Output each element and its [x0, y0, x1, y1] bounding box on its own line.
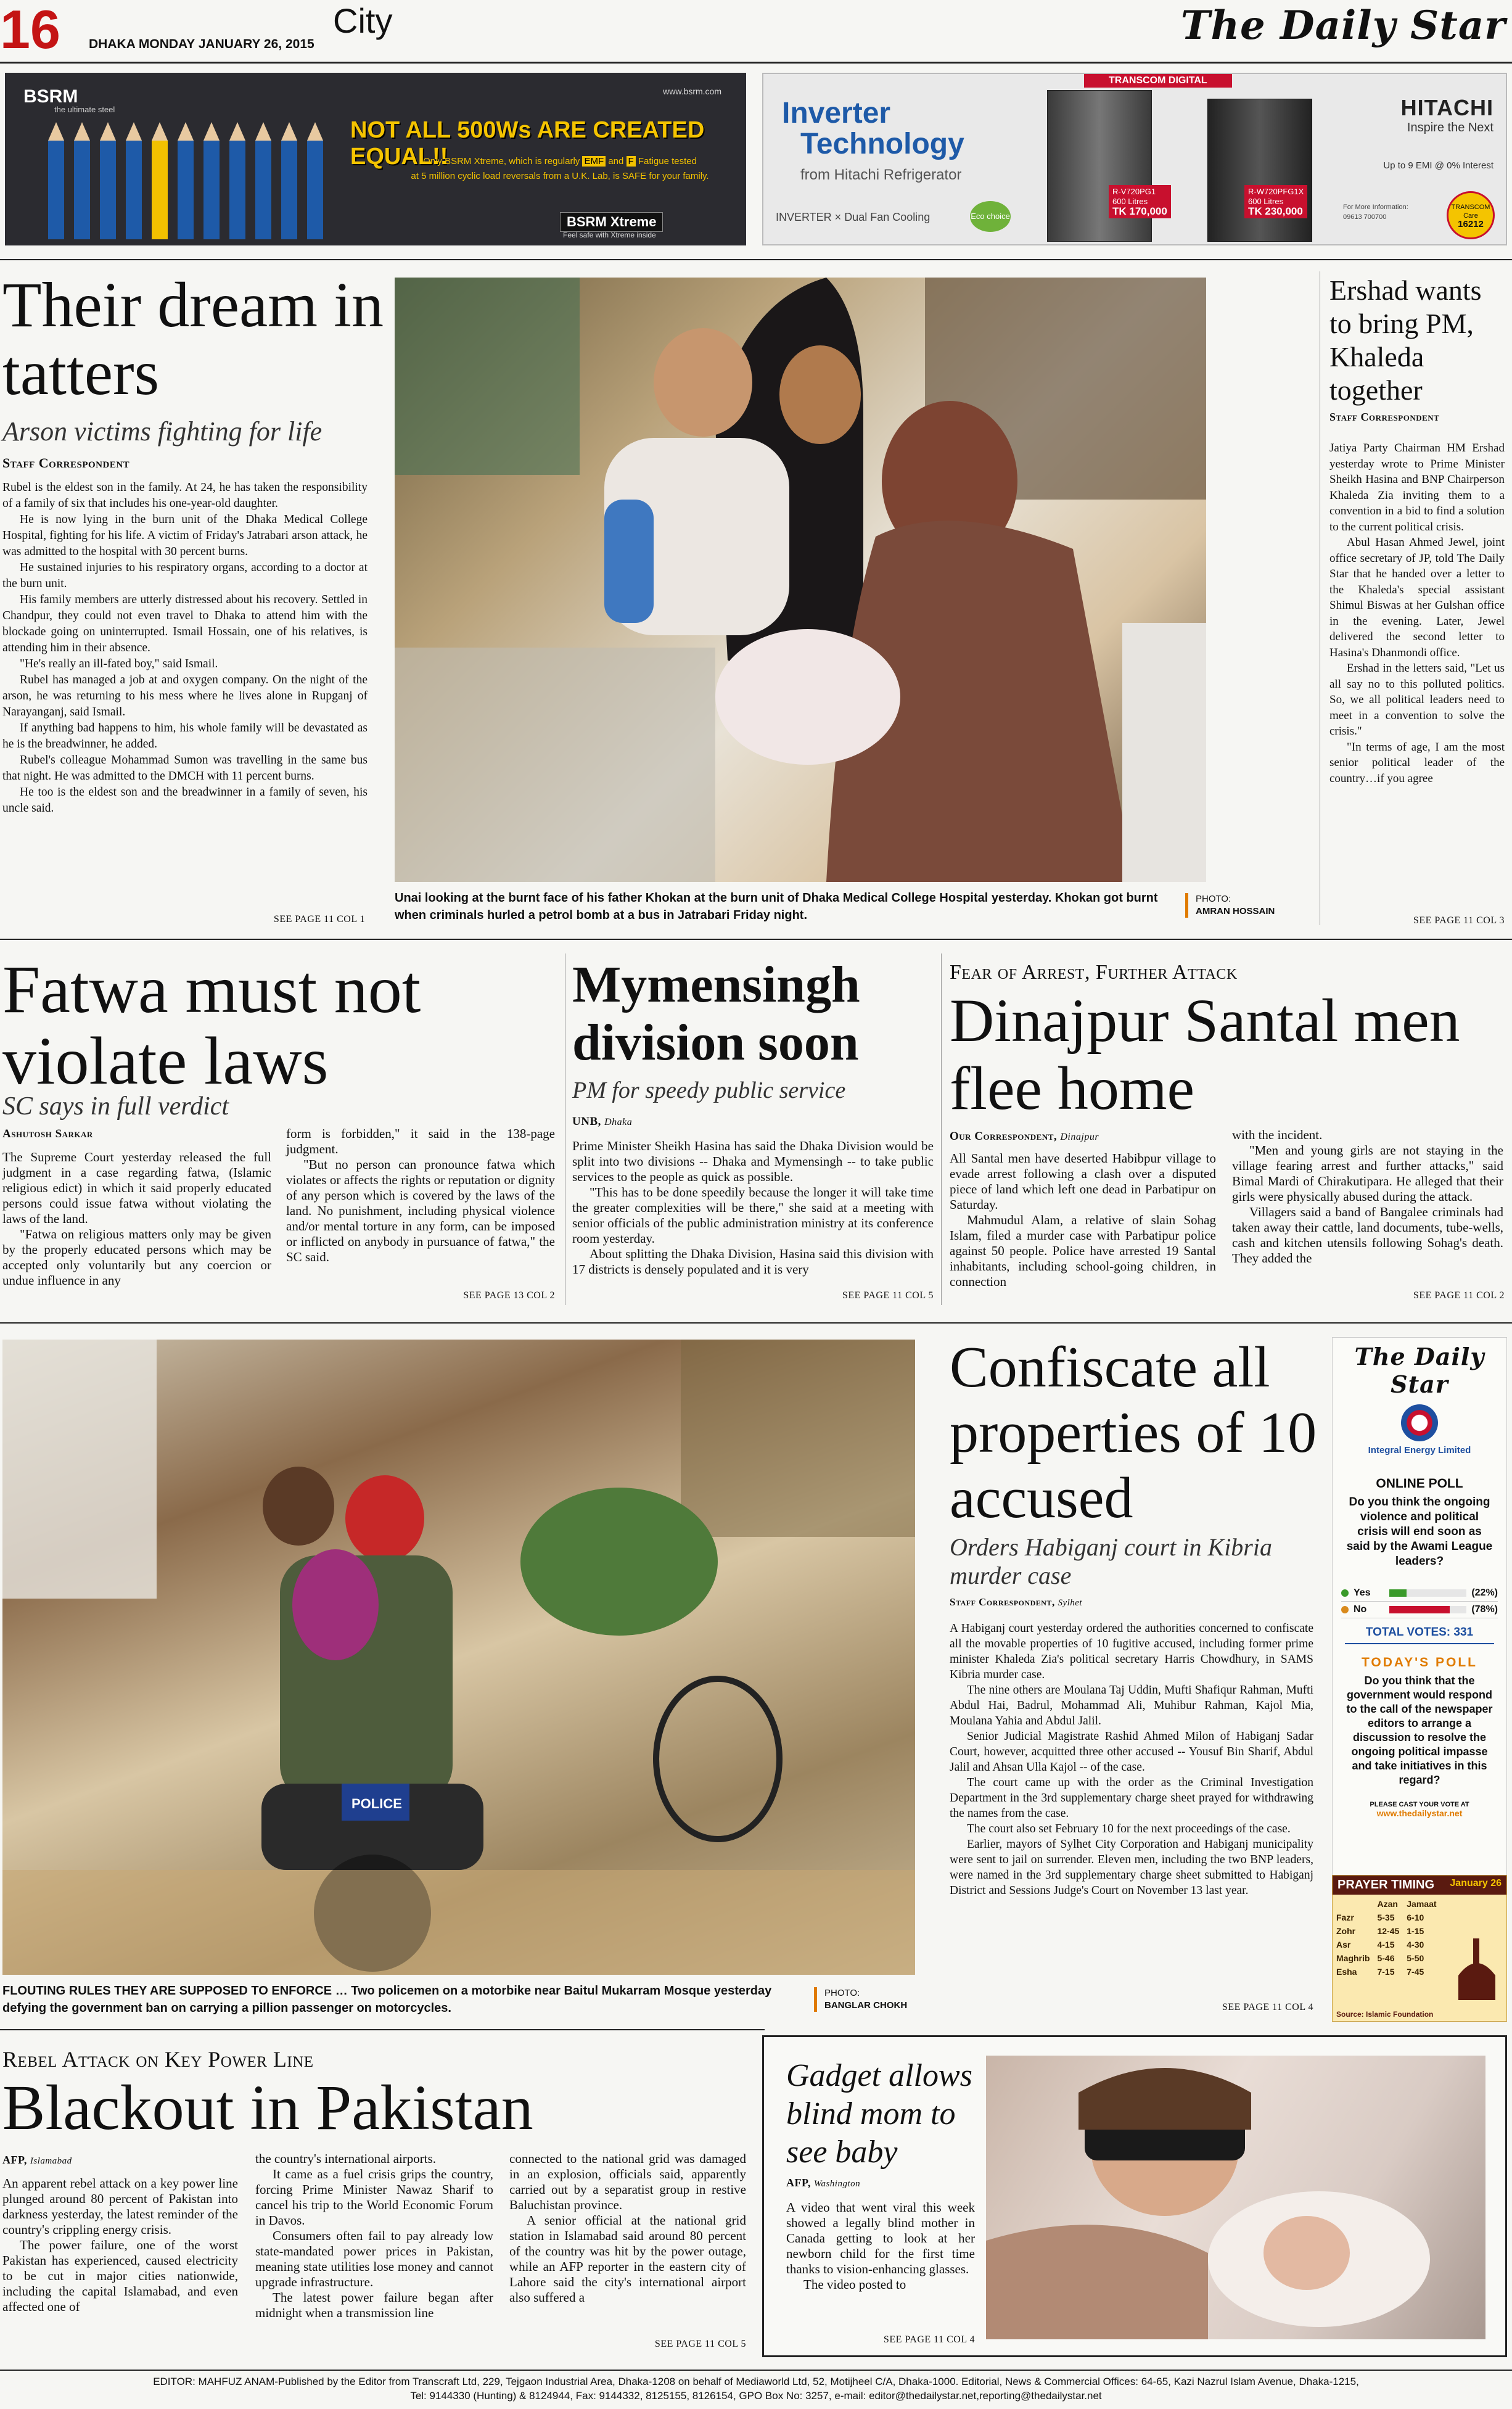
paper-logo: The Daily Star	[1180, 2, 1506, 49]
photo1-caption: Unai looking at the burnt face of his father Khokan at the burn unit of Dhaka Medical College Hospital yesterday. Khokan got burnt when criminals hurled a petrol bomb at a bus in Jatrabari Friday night.	[395, 891, 1158, 922]
pakistan-p1: An apparent rebel attack on a key power line plunged around 80 percent of Pakistan into darkness yesterday, the latest reminder of the country's crippling energy crisis.	[2, 2176, 238, 2237]
pakistan-col1	[2, 2176, 238, 2315]
gadget-byline-agency: AFP	[786, 2176, 808, 2189]
fridge-1-tag	[1109, 185, 1171, 218]
pakistan-p7: connected to the national grid was damaged in an explosion, officials said, apparently carried out by a separatist group in restive Baluchistan province.	[509, 2151, 746, 2212]
gadget-headline[interactable]: Gadget allows blind mom to see baby	[786, 2058, 972, 2170]
pencil	[307, 141, 323, 239]
pencil	[100, 141, 116, 239]
confiscate-p3: Senior Judicial Magistrate Rashid Ahmed Milon of Habiganj Sadar Court, however, acquitted three other accused -- Yousuf Bin Sharif, Abdul Jalil and Ahsan Ulla Kajol -- of the case.	[950, 1730, 1313, 1774]
prayer-jamaat: 1-15	[1407, 1926, 1424, 1936]
poll-url[interactable]: www.thedailystar.net	[1376, 1808, 1463, 1818]
dream-p4: His family members are utterly distressed about his recovery. Settled in Chandpur, they could not even travel to Dhaka to attend him with the blockade going on uninterrupted. Ismail Hossain, one of his relatives, is attending him in their absence.	[2, 593, 368, 654]
pakistan-byline-place: Islamabad	[30, 2156, 72, 2166]
dream-headline[interactable]: Their dream in tatters	[2, 270, 384, 408]
pencil	[281, 141, 297, 239]
online-poll	[1332, 1337, 1507, 1880]
fridge-1-model: R-V720PG1	[1112, 187, 1156, 196]
poll-total: TOTAL VOTES: 331	[1345, 1626, 1494, 1644]
prayer-title: PRAYER TIMING	[1337, 1878, 1435, 1892]
dinajpur-jump[interactable]: SEE PAGE 11 COL 2	[1413, 1290, 1505, 1301]
mymensingh-byline: UNB, Dhaka	[572, 1115, 633, 1128]
pakistan-kicker: Rebel Attack on Key Power Line	[2, 2047, 314, 2072]
dream-p2: He is now lying in the burn unit of the Dhaka Medical College Hospital, fighting for his life. A victim of Friday's Jatrabari arson attack, he was admitted to the hospital with 30 percent burns.	[2, 513, 368, 558]
fatwa-jump[interactable]: SEE PAGE 13 COL 2	[463, 1290, 555, 1301]
fridge-2-cap: 600 Litres	[1248, 197, 1284, 206]
fridge-2-price: TK 230,000	[1248, 205, 1303, 217]
confiscate-p5: The court also set February 10 for the next proceedings of the case.	[967, 1822, 1291, 1835]
gadget-p2: The video posted to	[803, 2277, 906, 2292]
no-dot-icon	[1341, 1606, 1349, 1613]
police-plate: POLICE	[351, 1796, 402, 1811]
photo2-credit-name: BANGLAR CHOKH	[824, 2000, 908, 2011]
prayer-name: Fazr	[1336, 1913, 1354, 1922]
poll-yes-bar	[1389, 1589, 1407, 1597]
poll-cast-label: PLEASE CAST YOUR VOTE AT	[1370, 1801, 1469, 1808]
pencil-tip	[74, 122, 90, 141]
pencil-tip	[229, 122, 245, 141]
yes-dot-icon	[1341, 1589, 1349, 1597]
dream-p5: "He's really an ill-fated boy," said Ismail.	[20, 657, 218, 670]
confiscate-jump[interactable]: SEE PAGE 11 COL 4	[1222, 2002, 1313, 2012]
confiscate-p2: The nine others are Moulana Taj Uddin, Mufti Shafiqur Rahman, Mufti Abdul Hai, Badrul, Mohammad Ali, Muhibur Rahman, Kajol Mia, Moulana Yahia and Abdul Jalil.	[950, 1684, 1313, 1727]
mosque-icon	[1452, 1932, 1502, 2006]
prayer-name: Zohr	[1336, 1926, 1356, 1936]
bsrm-product: BSRM Xtreme	[560, 212, 663, 232]
dream-p8: Rubel's colleague Mohammad Sumon was travelling in the same bus that night. He was admitted to the DMCH with 11 percent burns.	[2, 754, 368, 783]
imprint	[0, 2374, 1512, 2403]
imprint-line2: Tel: 9144330 (Hunting) & 8124944, Fax: 9144332, 8125155, 8126154, GPO Box No: 3257, e-mail: editor@thedailystar.net,reporting@thedailystar.net	[410, 2390, 1102, 2402]
gadget-box	[762, 2035, 1507, 2357]
gadget-photo	[986, 2056, 1485, 2339]
prayer-row	[1333, 1911, 1440, 1924]
fatwa-p3: form is forbidden," it said in the 138-page judgment.	[286, 1126, 555, 1156]
bsrm-product-tag: Feel safe with Xtreme inside	[563, 231, 656, 239]
hitachi-features: INVERTER × Dual Fan Cooling	[776, 211, 931, 223]
fatwa-col1	[2, 1150, 271, 1288]
prayer-col-jamaat: Jamaat	[1407, 1899, 1437, 1909]
dinajpur-p5: Villagers said a band of Bangalee criminals had taken away their cattle, land documents, tube-wells, cash and kitchen utensils following Sohag's death. They added the	[1232, 1204, 1503, 1266]
mymensingh-p1: Prime Minister Sheikh Hasina has said the Dhaka Division would be split into two divisions -- Dhaka and Mymensingh -- to take public services to the people as quick as possible.	[572, 1139, 934, 1184]
prayer-azan: 5-46	[1377, 1953, 1395, 1963]
burn-unit-illustration	[395, 278, 1206, 882]
prayer-name: Maghrib	[1336, 1953, 1370, 1963]
poll-question: Do you think the ongoing violence and political crisis will end soon as said by the Awami League leaders?	[1346, 1496, 1493, 1568]
dream-byline: Staff Correspondent	[2, 455, 130, 471]
bsrm-body-line1: Only BSRM Xtreme, which is regularly	[423, 156, 580, 167]
pencil-tip	[307, 122, 323, 141]
pakistan-col2	[255, 2151, 493, 2321]
care-badge	[1447, 191, 1495, 239]
prayer-table	[1333, 1897, 1440, 1979]
photo2-caption: FLOUTING RULES THEY ARE SUPPOSED TO ENFORCE … Two policemen on a motorbike near Baitul Mukarram Mosque yesterday defying the government ban on carrying a pillion passenger on motorcycles.	[2, 1984, 772, 2015]
pencil-tip	[203, 122, 220, 141]
pencil	[229, 141, 245, 239]
pencil	[48, 141, 64, 239]
prayer-azan: 7-15	[1377, 1967, 1395, 1977]
dinajpur-byline-place: Dinajpur	[1060, 1132, 1099, 1142]
dinajpur-p1: All Santal men have deserted Habibpur village to evade arrest following a clash over a disputed piece of land which left one dead in Parbatipur on Saturday.	[950, 1151, 1216, 1212]
fridge-2	[1207, 99, 1312, 242]
hitachi-headline1: Inverter	[782, 97, 891, 130]
dream-p9: He too is the eldest son and the breadwinner in a family of seven, his uncle said.	[2, 786, 368, 815]
gadget-p1: A video that went viral this week showed a legally blind mother in Canada getting to look at her newborn child for the first time thanks to vision-enhancing glasses.	[786, 2200, 975, 2276]
fatwa-byline: Ashutosh Sarkar	[2, 1127, 93, 1140]
today-poll-title: TODAY'S POLL	[1361, 1655, 1478, 1670]
bsrm-body-line2: at 5 million cyclic load reversals from a U.K. Lab, is SAFE for your family.	[411, 171, 709, 181]
fatwa-p4: "But no person can pronounce fatwa which violates or affects the rights or reputation or dignity of any person which is covered by the laws of the land. No punishment, including physical violence and/or mental torture in any form, can be imposed or inflicted on anybody in pursuance of fatwa," the SC said.	[286, 1157, 555, 1264]
confiscate-p6: Earlier, mayors of Sylhet City Corporation and Habiganj municipality were sent to jail on surrender. Eleven men, including the two BNP leaders, were named in the 3rd supplementary charge sheet submitted to Habiganj District and Sessions Judge's Court on November 13 last year.	[950, 1838, 1313, 1897]
confiscate-headline[interactable]: Confiscate all properties of 10 accused	[950, 1335, 1317, 1530]
imprint-line1: EDITOR: MAHFUZ ANAM-Published by the Editor from Transcraft Ltd, 229, Tejgaon Industrial Area, Dhaka-1208 on behalf of Mediaworld Ltd, 52, Motijheel C/A, Dhaka-1000. Editorial, News & Commercial Offices: 64-65, Kazi Nazrul Islam Avenue, Dhaka-1215,	[153, 2376, 1359, 2387]
poll-yes-label: Yes	[1354, 1587, 1371, 1598]
pakistan-p2: The power failure, one of the worst Pakistan has experienced, caused electricity to be cut in major cities nationwide, including the capital Islamabad, and even affected one of	[2, 2238, 238, 2314]
dream-p1: Rubel is the eldest son in the family. At 24, he has taken the responsibility of a family of six that includes his one-year-old daughter.	[2, 481, 368, 510]
prayer-azan: 12-45	[1377, 1926, 1400, 1936]
photo1-credit-name: AMRAN HOSSAIN	[1196, 906, 1275, 916]
dinajpur-kicker: Fear of Arrest, Further Attack	[950, 961, 1238, 984]
dream-p6: Rubel has managed a job at and oxygen company. On the night of the arson, he was returning to his mess where he lives alone in Rupganj of Narayanganj, said Ismail.	[2, 673, 368, 719]
hitachi-emi: Up to 9 EMI @ 0% Interest	[1383, 160, 1494, 171]
bsrm-badge-f: F	[627, 156, 636, 167]
dinajpur-headline[interactable]: Dinajpur Santal men flee home	[950, 986, 1460, 1122]
hitachi-tagline: Inspire the Next	[1407, 121, 1494, 134]
pencil-tip	[255, 122, 271, 141]
bsrm-logo: BSRM	[23, 86, 78, 107]
dinajpur-p2: Mahmudul Alam, a relative of slain Sohag Islam, filed a murder case with Parbatipur police against 50 people. Police have arrested 19 Santal inhabitants, including school-going children, in connection	[950, 1213, 1216, 1289]
dream-deck: Arson victims fighting for life	[2, 416, 323, 447]
prayer-source: Source: Islamic Foundation	[1336, 2010, 1434, 2019]
ershad-p3: Ershad in the letters said, "Let us all say no to this polluted politics. So, we all political leaders need to meet in a convention to solve the crisis."	[1329, 662, 1505, 738]
ershad-headline[interactable]: Ershad wants to bring PM, Khaleda together	[1329, 274, 1482, 406]
mymensingh-deck: PM for speedy public service	[572, 1077, 846, 1103]
mymensingh-p2: "This has to be done speedily because the longer it will take time the greater complexities will be there," she said at a meeting with senior officials of the public administration ministry at its conference room yesterday.	[572, 1185, 934, 1246]
motorbike-photo	[2, 1340, 915, 1975]
prayer-azan: 5-35	[1377, 1913, 1395, 1922]
dream-body	[2, 480, 368, 817]
hitachi-sub: from Hitachi Refrigerator	[800, 167, 962, 183]
poll-yes-row	[1341, 1585, 1498, 1602]
fridge-1	[1047, 90, 1152, 242]
bsrm-badge-emf: EMF	[582, 156, 606, 167]
hitachi-phone: 09613 700700	[1343, 213, 1387, 221]
confiscate-body	[950, 1621, 1313, 1898]
prayer-header	[1333, 1876, 1506, 1895]
gadget-byline-place: Washington	[813, 2179, 861, 2189]
bsrm-url: www.bsrm.com	[663, 86, 721, 96]
dinajpur-col1	[950, 1151, 1216, 1290]
fridge-2-model: R-W720PFG1X	[1248, 187, 1304, 196]
prayer-row	[1333, 1951, 1440, 1965]
bsrm-tagline: the ultimate steel	[54, 105, 115, 114]
transcom-banner: TRANSCOM DIGITAL	[1084, 74, 1232, 88]
ershad-p1: Jatiya Party Chairman HM Ershad yesterday wrote to Prime Minister Sheikh Hasina and BNP Chairperson Khaleda Zia inviting them to a convention in a bid to find a solution to the current political crisis.	[1329, 442, 1505, 533]
pakistan-col3	[509, 2151, 746, 2305]
bsrm-body	[387, 154, 733, 184]
pencil	[74, 141, 90, 239]
mymensingh-p3: About splitting the Dhaka Division, Hasina said this division with 17 districts is densely populated and it is very	[572, 1246, 934, 1277]
ershad-p2: Abul Hasan Ahmed Jewel, joint office secretary of JP, told The Daily Star that he handed over a letter to the Khaleda's special assistant Shimul Biswas at her Gulshan office in the evening. Later, Jewel delivered the second letter to Hasina's Dhanmondi office.	[1329, 536, 1505, 659]
fatwa-headline[interactable]: Fatwa must not violate laws	[2, 952, 421, 1098]
pakistan-byline: AFP, Islamabad	[2, 2154, 72, 2166]
poll-yes-track	[1389, 1589, 1466, 1597]
pencil	[203, 141, 220, 239]
photo2-credit-label: PHOTO:	[824, 1988, 860, 1998]
bsrm-body-mid: and	[608, 156, 624, 167]
prayer-date: January 26	[1450, 1878, 1502, 1888]
fatwa-col2	[286, 1126, 555, 1265]
dream-p3: He sustained injuries to his respiratory organs, according to a doctor at the burn unit.	[2, 561, 368, 590]
prayer-row	[1333, 1938, 1440, 1951]
poll-title: ONLINE POLL	[1376, 1476, 1463, 1491]
dinajpur-p3: with the incident.	[1232, 1127, 1323, 1142]
dinajpur-col2	[1232, 1127, 1503, 1266]
integral-logo-icon	[1401, 1404, 1438, 1441]
prayer-jamaat: 6-10	[1407, 1913, 1424, 1922]
bsrm-body-end: Fatigue tested	[638, 156, 697, 167]
mymensingh-body	[572, 1139, 934, 1277]
pencil-tip	[100, 122, 116, 141]
gadget-body	[786, 2200, 975, 2292]
burn-unit-photo	[395, 278, 1206, 882]
fatwa-p2: "Fatwa on religious matters only may be given by the properly educated persons which may be accepted only voluntarily but any coercion or undue influence in any	[2, 1227, 271, 1288]
ershad-body	[1329, 440, 1505, 786]
hitachi-info: For More Information:	[1343, 204, 1408, 211]
ershad-byline: Staff Correspondent	[1329, 411, 1440, 423]
gadget-illustration	[986, 2056, 1485, 2339]
poll-no-label: No	[1354, 1604, 1367, 1615]
pakistan-p5: Consumers often fail to pay already low state-mandated power prices in Pakistan, meaning state utilities lose money and cannot upgrade infrastructure.	[255, 2228, 493, 2289]
fridge-1-price: TK 170,000	[1112, 205, 1167, 217]
poll-no-track	[1389, 1606, 1466, 1613]
photo1-credit	[1185, 893, 1275, 918]
mymensingh-headline[interactable]: Mymensingh division soon	[572, 956, 860, 1071]
pencil-tip	[281, 122, 297, 141]
poll-no-pct: (78%)	[1471, 1604, 1498, 1615]
confiscate-deck: Orders Habiganj court in Kibria murder case	[950, 1533, 1272, 1589]
dinajpur-byline-name: Our Correspondent	[950, 1130, 1054, 1143]
fatwa-p1: The Supreme Court yesterday released the full judgment in a case regarding fatwa, (Islamic religious edict) in which it said properly educated persons could issue fatwa without violating the laws of the land.	[2, 1150, 271, 1226]
poll-sponsor: Integral Energy Limited	[1368, 1445, 1471, 1456]
pakistan-p8: A senior official at the national grid station in Islamabad said around 80 percent of the country was hit by the power outage, while an AFP reporter in the eastern city of Lahore said the city's international airport also suffered a	[509, 2213, 746, 2305]
photo1-credit-label: PHOTO:	[1196, 894, 1231, 904]
section-name: City	[333, 1, 393, 40]
confiscate-byline-name: Staff Correspondent	[950, 1596, 1052, 1608]
confiscate-p4: The court came up with the order as the Criminal Investigation Department in the 3rd supplementary charge sheet prayed for withdrawing the names from the case.	[950, 1776, 1313, 1820]
hitachi-headline2: Technology	[800, 128, 964, 160]
prayer-row	[1333, 1965, 1440, 1979]
prayer-row	[1333, 1924, 1440, 1938]
hitachi-logo: HITACHI	[1400, 95, 1494, 120]
gadget-byline: AFP, Washington	[786, 2176, 861, 2189]
gadget-jump[interactable]: SEE PAGE 11 COL 4	[883, 2334, 975, 2345]
care-number: 16212	[1458, 219, 1484, 229]
poll-results	[1341, 1585, 1498, 1618]
pencil-tip	[126, 122, 142, 141]
prayer-azan: 4-15	[1377, 1940, 1395, 1950]
bsrm-headline: NOT ALL 500Ws ARE CREATED EQUAL!!	[350, 117, 705, 170]
pencil-tip	[152, 122, 168, 141]
prayer-col-azan: Azan	[1377, 1899, 1398, 1909]
bsrm-ad[interactable]	[5, 73, 746, 245]
pencil-tip	[48, 122, 64, 141]
mymensingh-byline-agency: UNB	[572, 1115, 598, 1128]
dinajpur-byline: Our Correspondent, Dinajpur	[950, 1130, 1099, 1143]
prayer-timing-box	[1332, 1875, 1507, 2022]
dinajpur-p4: "Men and young girls are not staying in the village fearing arrest and further attacks," said Bimal Mardi of Chirakutipara. He alleged that their girls were physically abused during the attack.	[1232, 1143, 1503, 1204]
poll-paper-logo: The Daily Star	[1354, 1343, 1485, 1398]
prayer-name: Esha	[1336, 1967, 1357, 1977]
page-number: 16	[0, 0, 60, 60]
poll-no-bar	[1389, 1606, 1450, 1613]
fridge-1-cap: 600 Litres	[1112, 197, 1148, 206]
confiscate-byline: Staff Correspondent, Sylhet	[950, 1596, 1083, 1608]
dateline: DHAKA MONDAY JANUARY 26, 2015	[89, 37, 314, 51]
ershad-p4: "In terms of age, I am the most senior political leader of the country…if you agree	[1329, 740, 1505, 785]
fatwa-deck: SC says in full verdict	[2, 1092, 229, 1121]
poll-yes-pct: (22%)	[1471, 1587, 1498, 1598]
hitachi-ad[interactable]	[762, 73, 1507, 245]
confiscate-p1: A Habiganj court yesterday ordered the authorities concerned to confiscate all the movable properties of 10 fugitive accused, including former prime minister Khaleda Zia's political secretary Harris Chowdhury, in SAMS Kibria murder case.	[950, 1622, 1313, 1681]
today-poll-question: Do you think that the government would respond to the call of the newspaper editors to arrange a discussion to resolve the ongoing political impasse and take initiatives in this regard?	[1346, 1674, 1493, 1786]
pakistan-p6: The latest power failure began after midnight when a transmission line	[255, 2290, 493, 2320]
photo2-credit	[814, 1987, 907, 2012]
pencil	[178, 141, 194, 239]
dream-jump[interactable]: SEE PAGE 11 COL 1	[273, 914, 365, 924]
dream-p7: If anything bad happens to him, his whole family will be devastated as he is the breadwinner, he added.	[2, 722, 368, 751]
pencil	[152, 141, 168, 239]
pakistan-p3: the country's international airports.	[255, 2151, 437, 2166]
motorbike-illustration	[2, 1340, 915, 1975]
ershad-jump[interactable]: SEE PAGE 11 COL 3	[1413, 915, 1505, 926]
prayer-jamaat: 4-30	[1407, 1940, 1424, 1950]
pencil	[126, 141, 142, 239]
mymensingh-jump[interactable]: SEE PAGE 11 COL 5	[842, 1290, 934, 1301]
pencil	[255, 141, 271, 239]
pakistan-p4: It came as a fuel crisis grips the country, forcing Prime Minister Nawaz Sharif to cancel his trip to the World Economic Forum in Davos.	[255, 2167, 493, 2228]
pakistan-jump[interactable]: SEE PAGE 11 COL 5	[654, 2339, 746, 2349]
prayer-col-headers	[1333, 1897, 1440, 1911]
mymensingh-byline-place: Dhaka	[604, 1117, 633, 1127]
pakistan-headline[interactable]: Blackout in Pakistan	[2, 2072, 533, 2143]
fridge-2-tag	[1244, 185, 1307, 218]
pakistan-byline-agency: AFP	[2, 2154, 24, 2166]
care-label: TRANSCOM Care	[1451, 204, 1490, 220]
pencils-illustration	[42, 122, 338, 245]
prayer-name: Asr	[1336, 1940, 1351, 1950]
eco-badge: Eco choice	[970, 201, 1011, 232]
poll-no-row	[1341, 1602, 1498, 1618]
prayer-jamaat: 5-50	[1407, 1953, 1424, 1963]
confiscate-byline-place: Sylhet	[1058, 1598, 1083, 1608]
prayer-jamaat: 7-45	[1407, 1967, 1424, 1977]
pencil-tip	[178, 122, 194, 141]
